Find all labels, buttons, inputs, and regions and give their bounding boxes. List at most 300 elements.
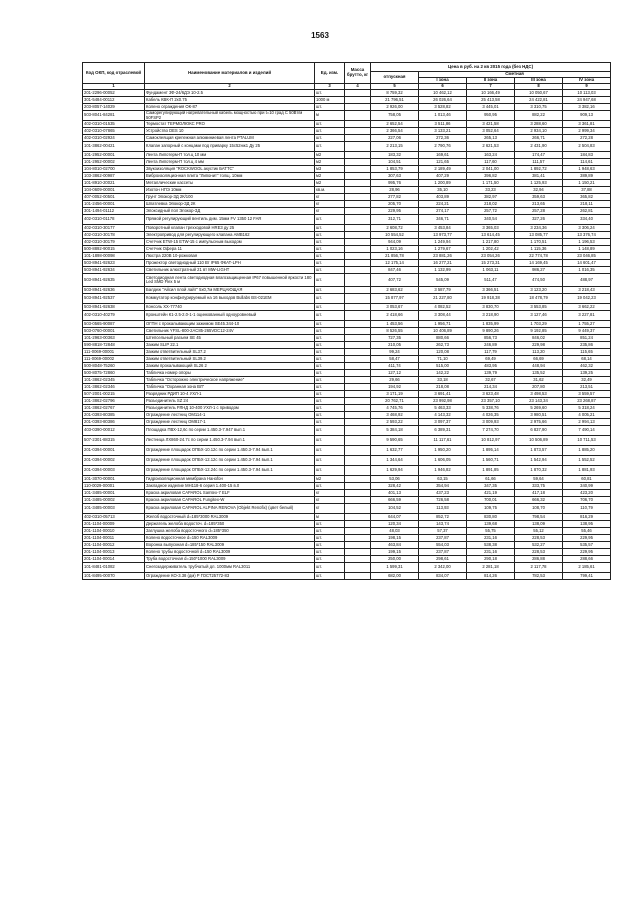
row-code-cell: 402-0310-07865 — [83, 128, 145, 135]
table-row — [83, 542, 611, 549]
row-zone4-price-cell: 24 947,68 — [563, 97, 611, 104]
row-zone2-price-cell: 830,80 — [467, 514, 515, 521]
row-name-cell: Штепсельный разъем SE 45 — [145, 335, 315, 342]
row-name-cell: Снегозадерживатель трубчатый дл. 1000мм RAL3011 — [145, 563, 315, 573]
row-zone3-price-cell: 882,22 — [515, 111, 563, 121]
row-unit-cell: м2 — [315, 159, 345, 166]
row-code-cell: 301-5484-00112 — [83, 97, 145, 104]
row-zone3-price-cell: 138,09 — [515, 521, 563, 528]
row-code-cell: 402-0310-30179 — [83, 239, 145, 246]
row-code-cell: 503-8941-92623 — [83, 260, 145, 267]
row-code-cell: 507-2001-00215 — [83, 391, 145, 398]
column-number: 8 — [515, 84, 563, 90]
row-release-price-cell: 3 053,67 — [371, 304, 419, 311]
row-mass-cell — [345, 208, 371, 215]
row-name-cell: Колено водосточное d=150 RAL3009 — [145, 535, 315, 542]
row-zone3-price-cell: 1 170,51 — [515, 239, 563, 246]
row-unit-cell: шт. — [315, 304, 345, 311]
row-zone2-price-cell: 218,02 — [467, 201, 515, 208]
column-number: 7 — [467, 84, 515, 90]
row-zone4-price-cell: 19 042,23 — [563, 294, 611, 304]
row-zone3-price-cell: 23 143,34 — [515, 398, 563, 405]
row-zone4-price-cell: 1 016,35 — [563, 267, 611, 274]
row-zone3-price-cell: 266,71 — [515, 135, 563, 142]
row-zone2-price-cell: 3 421,58 — [467, 121, 515, 128]
row-zone2-price-cell: 1 895,14 — [467, 446, 515, 456]
row-zone3-price-cell: 135,52 — [515, 370, 563, 377]
row-zone3-price-cell: 3 234,36 — [515, 225, 563, 232]
row-name-cell: Звукоизоляция "ROCKWOOL акустик БАТТС" — [145, 166, 315, 173]
row-zone4-price-cell: 3 361,81 — [563, 121, 611, 128]
row-zone3-price-cell: 228,53 — [515, 549, 563, 556]
row-zone1-price-cell: 545,09 — [419, 274, 467, 287]
row-name-cell: Зажим ответвительный SL37.2 — [145, 349, 315, 356]
row-release-price-cell: 1 453,56 — [371, 321, 419, 328]
row-mass-cell — [345, 287, 371, 294]
row-code-cell: 503-8941-92635 — [83, 274, 145, 287]
table-row — [83, 349, 611, 356]
table-row — [83, 111, 611, 121]
row-zone1-price-cell: 3 453,84 — [419, 225, 467, 232]
row-mass-cell — [345, 377, 371, 384]
row-zone4-price-cell: 288,66 — [563, 556, 611, 563]
row-zone3-price-cell: 10 506,89 — [515, 436, 563, 446]
row-mass-cell — [345, 476, 371, 483]
row-code-cell: 101-8481-01082 — [83, 563, 145, 573]
row-zone2-price-cell: 23 054,26 — [467, 253, 515, 260]
row-zone4-price-cell: 1 196,53 — [563, 239, 611, 246]
row-mass-cell — [345, 456, 371, 466]
row-unit-cell: м — [315, 514, 345, 521]
row-release-price-cell: 2 213,15 — [371, 142, 419, 152]
row-unit-cell: шт. — [315, 128, 345, 135]
row-zone1-price-cell: 3 511,86 — [419, 121, 467, 128]
row-zone3-price-cell: 32,94 — [515, 187, 563, 194]
row-code-cell: 201-0393-80386 — [83, 419, 145, 426]
row-zone4-price-cell: 55,46 — [563, 528, 611, 535]
row-zone3-price-cell: 59,64 — [515, 476, 563, 483]
table-row — [83, 321, 611, 328]
row-mass-cell — [345, 159, 371, 166]
row-release-price-cell: 127,12 — [371, 370, 419, 377]
row-code-cell: 101-3862-02796 — [83, 398, 145, 405]
row-mass-cell — [345, 187, 371, 194]
row-code-cell: 201-0394-00002 — [83, 456, 145, 466]
table-row — [83, 490, 611, 497]
row-unit-cell: кг — [315, 201, 345, 208]
table-row — [83, 287, 611, 294]
row-name-cell: Коммутатор конфигурируемый на 16 выходов Bullabs BS-021ЕМ — [145, 294, 315, 304]
row-code-cell: 503-8941-92634 — [83, 267, 145, 274]
row-unit-cell: шт. — [315, 104, 345, 111]
row-zone4-price-cell: 114,61 — [563, 159, 611, 166]
row-zone1-price-cell: 554,03 — [419, 542, 467, 549]
table-row — [83, 201, 611, 208]
row-zone3-price-cell: 782,53 — [515, 573, 563, 580]
row-code-cell: 500-8075-72860 — [83, 370, 145, 377]
row-zone3-price-cell: 10 050,67 — [515, 90, 563, 97]
row-zone4-price-cell: 32,49 — [563, 377, 611, 384]
row-zone2-price-cell: 1 835,99 — [467, 321, 515, 328]
row-zone2-price-cell: 290,18 — [467, 556, 515, 563]
row-zone1-price-cell: 23 881,26 — [419, 253, 467, 260]
row-zone4-price-cell: 1 948,63 — [563, 166, 611, 173]
table-row — [83, 356, 611, 363]
row-zone2-price-cell: 257,72 — [467, 208, 515, 215]
price-table — [82, 62, 611, 580]
row-name-cell: Ограждение площадок ОПБХ-12.24с по серии 1.450.3-7.94 вып.1 — [145, 466, 315, 476]
row-name-cell: Изотон НПЭ 10мм — [145, 187, 315, 194]
row-code-cell: 101-2952-00001 — [83, 152, 145, 159]
row-name-cell: Термостат ТЕРМОЛЮКС PRO — [145, 121, 315, 128]
table-row — [83, 311, 611, 321]
row-release-price-cell: 20 762,71 — [371, 398, 419, 405]
row-zone3-price-cell: 532,27 — [515, 542, 563, 549]
row-name-cell: Ограждение лестниц ОМ114-1 — [145, 412, 315, 419]
row-unit-cell: шт. — [315, 384, 345, 391]
table-row — [83, 504, 611, 514]
table-row — [83, 253, 611, 260]
row-zone3-price-cell: 13 085,77 — [515, 232, 563, 239]
row-zone2-price-cell: 109,75 — [467, 504, 515, 514]
row-code-cell: 110-0029-00001 — [83, 483, 145, 490]
row-mass-cell — [345, 504, 371, 514]
row-zone3-price-cell: 474,50 — [515, 274, 563, 287]
row-unit-cell: шт. — [315, 436, 345, 446]
row-mass-cell — [345, 294, 371, 304]
table-row — [83, 556, 611, 563]
row-zone4-price-cell: 334,40 — [563, 215, 611, 225]
row-zone1-price-cell: 407,29 — [419, 173, 467, 180]
row-name-cell: Лента Липотерм-П тол.ц 10 мм — [145, 152, 315, 159]
row-zone3-price-cell: 1 870,32 — [515, 466, 563, 476]
row-zone2-price-cell: 265,13 — [467, 135, 515, 142]
row-unit-cell: м3 — [315, 166, 345, 173]
row-zone1-price-cell: 5 463,33 — [419, 405, 467, 412]
table-row — [83, 436, 611, 446]
row-unit-cell: шт. — [315, 377, 345, 384]
row-release-price-cell: 5 384,18 — [371, 426, 419, 436]
table-row — [83, 398, 611, 405]
row-name-cell: Табличка "Осторожно электрическое напряжение" — [145, 377, 315, 384]
table-row — [83, 104, 611, 111]
row-zone3-price-cell: 1 125,93 — [515, 180, 563, 187]
row-release-price-cell: 21 796,51 — [371, 97, 419, 104]
row-release-price-cell: 847,46 — [371, 267, 419, 274]
row-unit-cell: шт. — [315, 426, 345, 436]
row-code-cell: 201-0394-00003 — [83, 466, 145, 476]
row-mass-cell — [345, 556, 371, 563]
row-name-cell: Воронка выпускная d=185*150 RAL3009 — [145, 542, 315, 549]
row-zone4-price-cell: 851,24 — [563, 335, 611, 342]
row-zone2-price-cell: 3 366,51 — [467, 287, 515, 294]
row-zone1-price-cell: 262,73 — [419, 342, 467, 349]
row-mass-cell — [345, 563, 371, 573]
table-row — [83, 239, 611, 246]
row-code-cell: 402-0310-05713 — [83, 514, 145, 521]
row-zone2-price-cell: 396,82 — [467, 173, 515, 180]
row-code-cell: 402-0310-30178 — [83, 232, 145, 239]
header-estimate-price: Сметная — [419, 72, 611, 78]
row-release-price-cell: 9 590,65 — [371, 436, 419, 446]
row-unit-cell: шт. — [315, 90, 345, 97]
row-mass-cell — [345, 260, 371, 267]
row-zone4-price-cell: 2 994,13 — [563, 419, 611, 426]
row-zone3-price-cell: 22 774,78 — [515, 253, 563, 260]
row-zone1-price-cell: 3 587,79 — [419, 287, 467, 294]
row-zone3-price-cell: 1 892,72 — [515, 166, 563, 173]
row-unit-cell: шт. — [315, 446, 345, 456]
row-zone1-price-cell: 121,65 — [419, 159, 467, 166]
row-release-price-cell: 199,15 — [371, 549, 419, 556]
row-name-cell: Кабель КВК-П 2х0.75 — [145, 97, 315, 104]
row-unit-cell: шт. — [315, 142, 345, 152]
table-row — [83, 573, 611, 580]
row-zone3-price-cell: 3 123,20 — [515, 287, 563, 294]
row-zone2-price-cell: 5 338,76 — [467, 405, 515, 412]
row-release-price-cell: 644,07 — [371, 514, 419, 521]
row-zone1-price-cell: 3 528,82 — [419, 104, 467, 111]
row-mass-cell — [345, 398, 371, 405]
row-zone2-price-cell: 538,38 — [467, 542, 515, 549]
row-zone4-price-cell: 235,86 — [563, 342, 611, 349]
row-zone1-price-cell: 218,08 — [419, 384, 467, 391]
row-zone4-price-cell: 799,41 — [563, 573, 611, 580]
row-zone2-price-cell: 139,68 — [467, 521, 515, 528]
row-zone4-price-cell: 60,81 — [563, 476, 611, 483]
header-unit: Ед. изм. — [315, 63, 345, 84]
row-zone1-price-cell: 437,23 — [419, 490, 467, 497]
row-zone1-price-cell: 13 973,77 — [419, 232, 467, 239]
row-code-cell: 201-2296-00052 — [83, 90, 145, 97]
row-name-cell: Грунт Эпокор-ЗД 2К/100 — [145, 194, 315, 201]
row-release-price-cell: 183,32 — [371, 152, 419, 159]
table-row — [83, 335, 611, 342]
row-unit-cell: шт. — [315, 135, 345, 142]
row-release-price-cell: 104,51 — [371, 159, 419, 166]
row-unit-cell: шт. — [315, 370, 345, 377]
row-code-cell: 101-2456-00001 — [83, 201, 145, 208]
row-zone3-price-cell: 327,26 — [515, 215, 563, 225]
row-name-cell: Шпатлевка Эпокор-ЗД 2К — [145, 201, 315, 208]
row-zone1-price-cell: 10 406,89 — [419, 328, 467, 335]
row-name-cell: Кронштейн К1-2.5-2.0-1-1 оцинкованный одноуровневый — [145, 311, 315, 321]
row-zone2-price-cell: 1 171,50 — [467, 180, 515, 187]
row-zone2-price-cell: 2 281,18 — [467, 563, 515, 573]
row-release-price-cell: 120,34 — [371, 521, 419, 528]
row-unit-cell: шт. — [315, 391, 345, 398]
row-mass-cell — [345, 384, 371, 391]
row-unit-cell: шт. — [315, 412, 345, 419]
row-zone4-price-cell: 115,65 — [563, 349, 611, 356]
row-zone3-price-cell: 3 310,75 — [515, 104, 563, 111]
header-mass: Масса брутто, кг — [345, 63, 371, 84]
table-row — [83, 528, 611, 535]
row-mass-cell — [345, 521, 371, 528]
row-code-cell: 503-8941-92636 — [83, 287, 145, 294]
row-zone3-price-cell: 1 873,57 — [515, 446, 563, 456]
row-name-cell: Заглушка желоба водосточного d=185*350 — [145, 528, 315, 535]
row-zone4-price-cell: 423,20 — [563, 490, 611, 497]
row-zone1-price-cell: 10 462,12 — [419, 90, 467, 97]
row-unit-cell: кг — [315, 490, 345, 497]
row-release-price-cell: 210,05 — [371, 342, 419, 349]
column-number: 2 — [145, 84, 315, 90]
row-release-price-cell: 53,06 — [371, 476, 419, 483]
row-mass-cell — [345, 274, 371, 287]
row-zone2-price-cell: 231,16 — [467, 535, 515, 542]
row-zone4-price-cell: 1 150,21 — [563, 180, 611, 187]
row-zone4-price-cell: 262,81 — [563, 208, 611, 215]
row-name-cell: Эпоксидный пол Эпокор-ЗД — [145, 208, 315, 215]
row-unit-cell: шт. — [315, 335, 345, 342]
row-mass-cell — [345, 128, 371, 135]
row-name-cell: Колено ограждения ОК-87 — [145, 104, 315, 111]
row-mass-cell — [345, 356, 371, 363]
row-mass-cell — [345, 152, 371, 159]
row-zone1-price-cell: 2 790,76 — [419, 142, 467, 152]
row-zone1-price-cell: 852,72 — [419, 514, 467, 521]
row-code-cell: 111-0069-00001 — [83, 349, 145, 356]
row-zone1-price-cell: 23 992,98 — [419, 398, 467, 405]
row-zone3-price-cell: 66,69 — [515, 356, 563, 363]
row-unit-cell: шт. — [315, 349, 345, 356]
row-zone2-price-cell: 3 052,64 — [467, 128, 515, 135]
row-name-cell: Держатель желоба водосточ. d=185*350 — [145, 521, 315, 528]
row-code-cell: 101-8910-20021 — [83, 180, 145, 187]
row-mass-cell — [345, 121, 371, 128]
table-row — [83, 370, 611, 377]
row-code-cell: 201-1104-00010 — [83, 528, 145, 535]
row-code-cell: 101-3485-00002 — [83, 497, 145, 504]
row-name-cell: Светильник алюстратный 21 вт MW-LIGHT — [145, 267, 315, 274]
row-unit-cell: м2 — [315, 476, 345, 483]
row-zone1-price-cell: 880,66 — [419, 335, 467, 342]
header-price-group: Цена в руб. на 2 кв 2015 года (без НДС) — [371, 63, 611, 72]
table-row — [83, 466, 611, 476]
row-zone2-price-cell: 7 274,70 — [467, 426, 515, 436]
row-zone4-price-cell: 2 185,61 — [563, 563, 611, 573]
row-name-cell: ОГПН с прокалывающим зажимом SE45.344-10 — [145, 321, 315, 328]
row-zone4-price-cell: 2 504,83 — [563, 142, 611, 152]
row-release-price-cell: 995,76 — [371, 180, 419, 187]
row-code-cell: 101-8495-00070 — [83, 573, 145, 580]
row-zone2-price-cell: 69,49 — [467, 356, 515, 363]
row-zone1-price-cell: 224,21 — [419, 201, 467, 208]
row-zone4-price-cell: 229,95 — [563, 549, 611, 556]
row-mass-cell — [345, 542, 371, 549]
row-code-cell: 101-2963-00363 — [83, 335, 145, 342]
row-unit-cell: шт. — [315, 311, 345, 321]
row-release-price-cell: 58,47 — [371, 356, 419, 363]
row-mass-cell — [345, 446, 371, 456]
row-code-cell: 402-0310-40279 — [83, 311, 145, 321]
row-release-price-cell: 2 926,00 — [371, 104, 419, 111]
row-zone1-price-cell: 2 342,00 — [419, 563, 467, 573]
row-code-cell: 201-1104-00009 — [83, 521, 145, 528]
row-code-cell: 301-1494-01112 — [83, 208, 145, 215]
row-release-price-cell: 8 759,32 — [371, 90, 419, 97]
table-row — [83, 476, 611, 483]
row-mass-cell — [345, 142, 371, 152]
row-zone4-price-cell: 1 885,20 — [563, 446, 611, 456]
row-zone2-price-cell: 382,97 — [467, 194, 515, 201]
row-release-price-cell: 99,24 — [371, 349, 419, 356]
row-code-cell: 403-0390-00012 — [83, 426, 145, 436]
row-zone4-price-cell: 229,95 — [563, 535, 611, 542]
row-zone2-price-cell: 1 202,42 — [467, 246, 515, 253]
row-mass-cell — [345, 405, 371, 412]
header-zone-3: III зона — [515, 78, 563, 84]
column-number: 4 — [345, 84, 371, 90]
row-unit-cell: шт. — [315, 225, 345, 232]
row-release-price-cell: 944,09 — [371, 239, 419, 246]
table-row — [83, 260, 611, 267]
row-zone1-price-cell: 834,07 — [419, 573, 467, 580]
row-name-cell: Прожектор светодиодный 110 Вт IP65 ФКАТ-LPH — [145, 260, 315, 267]
row-unit-cell: м2 — [315, 173, 345, 180]
row-zone3-price-cell: 3 498,53 — [515, 391, 563, 398]
row-unit-cell: шт. — [315, 419, 345, 426]
row-zone3-price-cell: 1 115,36 — [515, 246, 563, 253]
table-row — [83, 232, 611, 239]
row-mass-cell — [345, 535, 371, 542]
row-zone4-price-cell: 23 268,87 — [563, 398, 611, 405]
row-name-cell: Лента Липотерм-П тол.ц 4 мм — [145, 159, 315, 166]
row-code-cell: 201-1104-00011 — [83, 535, 145, 542]
row-mass-cell — [345, 194, 371, 201]
row-unit-cell: 1000 м — [315, 97, 345, 104]
column-number: 3 — [315, 84, 345, 90]
row-release-price-cell: 205,70 — [371, 201, 419, 208]
row-zone4-price-cell: 1 755,27 — [563, 321, 611, 328]
table-row — [83, 514, 611, 521]
row-mass-cell — [345, 514, 371, 521]
table-body — [83, 90, 611, 580]
row-zone1-price-cell: 113,93 — [419, 504, 467, 514]
row-zone2-price-cell: 340,54 — [467, 215, 515, 225]
row-release-price-cell: 1 632,77 — [371, 446, 419, 456]
row-code-cell: 101-2952-00002 — [83, 159, 145, 166]
row-code-cell: 500-8892-90015 — [83, 246, 145, 253]
row-zone2-price-cell: 3 623,48 — [467, 391, 515, 398]
row-mass-cell — [345, 201, 371, 208]
row-release-price-cell: 2 652,54 — [371, 121, 419, 128]
row-unit-cell: шт. — [315, 542, 345, 549]
row-zone3-price-cell: 229,98 — [515, 342, 563, 349]
row-name-cell: Самоклеящая крепежная алюминиевая лента PTALUM — [145, 135, 315, 142]
row-mass-cell — [345, 412, 371, 419]
row-zone4-price-cell: 1 148,89 — [563, 246, 611, 253]
row-mass-cell — [345, 549, 371, 556]
row-release-price-cell: 48,03 — [371, 528, 419, 535]
row-zone2-price-cell: 33,23 — [467, 187, 515, 194]
row-zone2-price-cell: 3 218,90 — [467, 311, 515, 321]
row-code-cell: 104-0609-00001 — [83, 187, 145, 194]
row-unit-cell: шт. — [315, 356, 345, 363]
row-name-cell: Разъединитель РЛНД 10-400 УХЛ-1 с приводом — [145, 405, 315, 412]
row-code-cell: 111-0069-00002 — [83, 356, 145, 363]
table-row — [83, 274, 611, 287]
row-zone3-price-cell: 2 431,90 — [515, 142, 563, 152]
row-code-cell: 590-8818-72848 — [83, 342, 145, 349]
row-zone4-price-cell: 68,14 — [563, 356, 611, 363]
row-zone2-price-cell: 1 217,80 — [467, 239, 515, 246]
row-zone1-price-cell: 726,58 — [419, 497, 467, 504]
row-unit-cell: шт. — [315, 521, 345, 528]
row-name-cell: Зажим SLIP 22.1 — [145, 342, 315, 349]
row-name-cell: Светильник YFSL-800-2AC85-265VDC12-24V — [145, 328, 315, 335]
